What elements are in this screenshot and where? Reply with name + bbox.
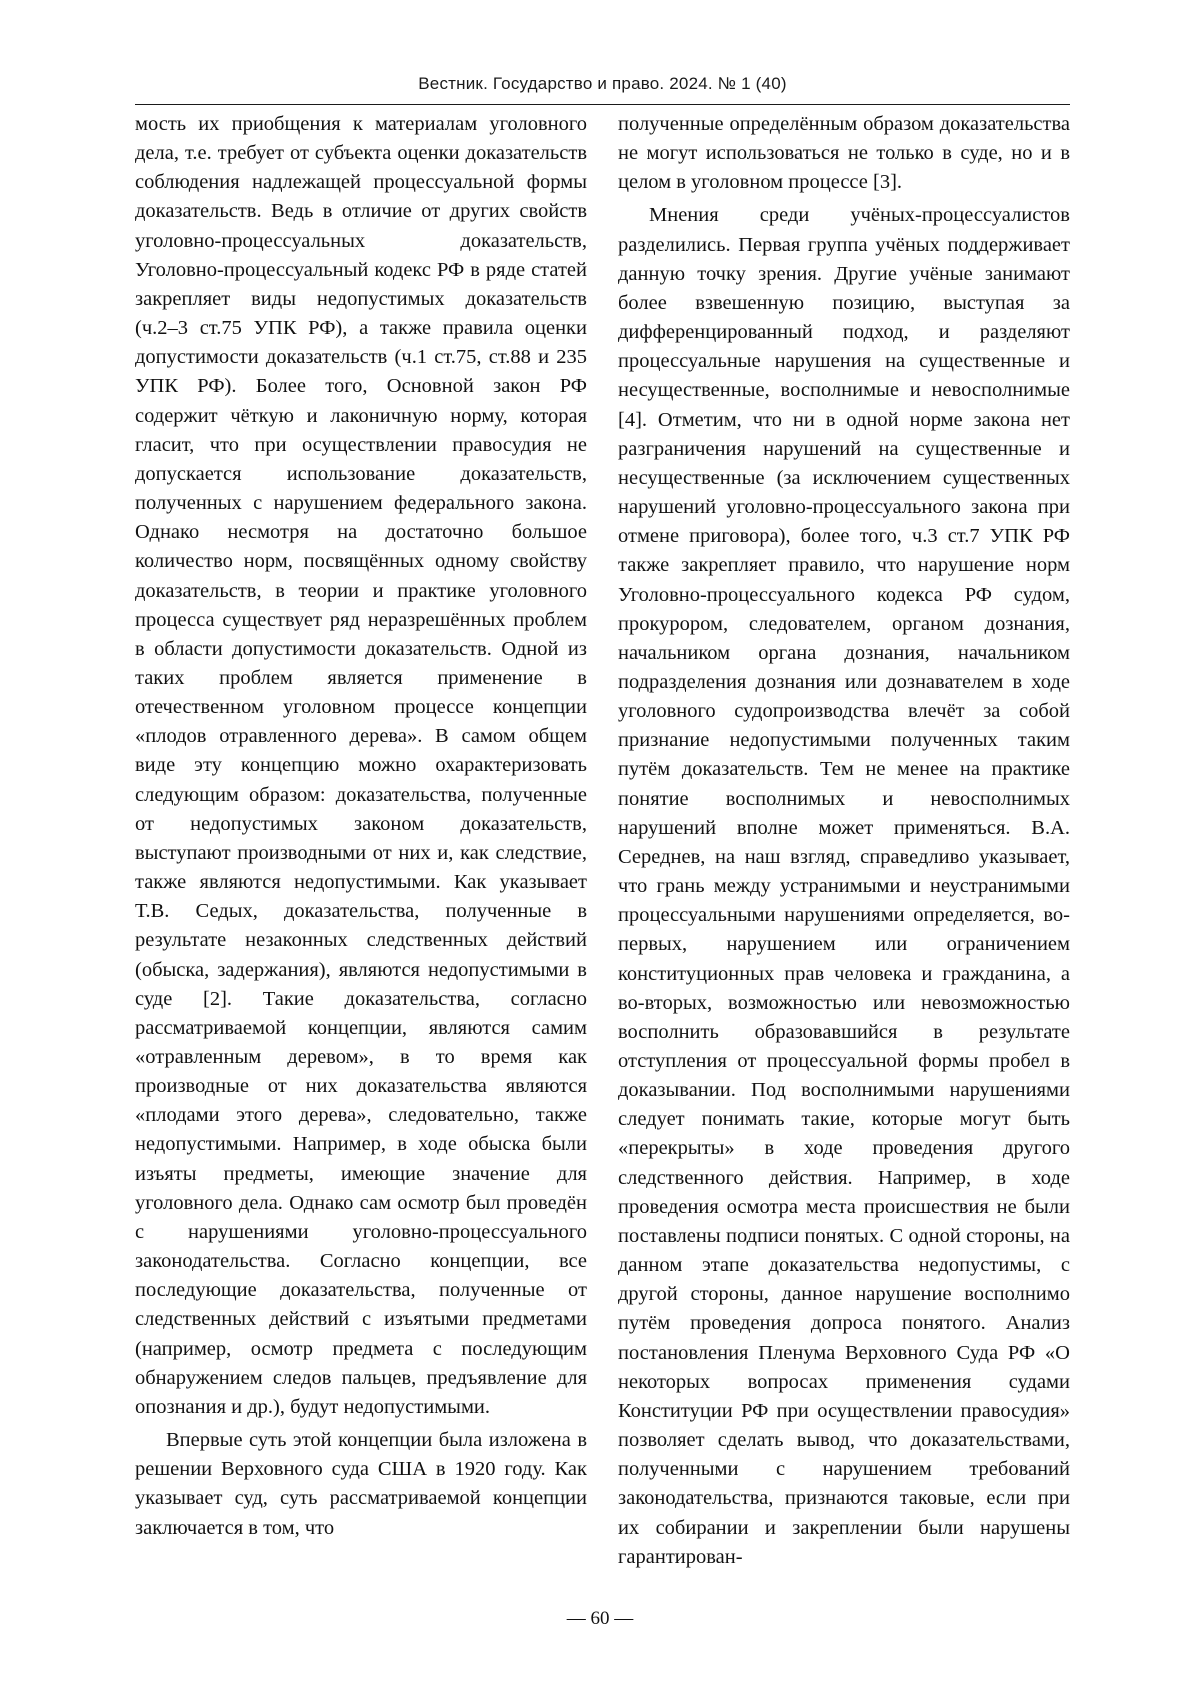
header-rule [135,104,1070,105]
running-head: Вестник. Государство и право. 2024. № 1 (40) [418,74,787,93]
page-number: — 60 — [566,1608,634,1629]
right-paragraph-1: полученные определённым образом доказательства не могут использоваться не только в суде, но и в целом в уголовном процессе [3]. [618,113,1070,194]
left-paragraph-1: мость их приобщения к материалам уголовного дела, т.е. требует от субъекта оценки доказательств соблюдения надлежащей процессуальной формы доказательств. Ведь в отличие от других свойств уголовно-процессуальных доказательств, Уголовно-процессуальный кодекс РФ в ряде статей закрепляет виды недопустимых доказательств (ч.2–3 ст.75 УПК РФ), а также правила оценки допустимости доказательств (ч.1 ст.75, ст.88 и 235 УПК РФ). Более того, Основной закон РФ содержит чёткую и лаконичную норму, которая гласит, что при осуществлении правосудия не допускается использование доказательств, полученных с нарушением федерального закона. Однако несмотря на достаточно большое количество норм, посвящённых одному свойству доказательств, в теории и практике уголовного процесса существует ряд неразрешённых проблем в области допустимости доказательств. Одной из таких проблем является применение в отечественном уголовном процессе концепции «плодов отравленного дерева». В самом общем виде эту концепцию можно охарактеризовать следующим образом: доказательства, полученные от недопустимых законом доказательств, выступают производными от них и, как следствие, также являются недопустимыми. Как указывает Т.В. Седых, доказательства, полученные в результате незаконных следственных действий (обыска, задержания), являются недопустимыми в суде [2]. Такие доказательства, согласно рассматриваемой концепции, являются самим «отравленным деревом», в то время как производные от них доказательства являются «плодами этого дерева», следовательно, также недопустимыми. Например, в ходе обыска были изъяты предметы, имеющие значение для уголовного дела. Однако сам осмотр был проведён с нарушениями уголовно-процессуального законодательства. Согласно концепции, все последующие доказательства, полученные от следственных действий с изъятыми предметами (например, осмотр предмета с последующим обнаружением следов пальцев, предъявление для опознания и др.), будут недопустимыми. [135,113,587,1418]
left-paragraph-2: Впервые суть этой концепции была изложена в решении Верховного суда США в 1920 году. Как указывает суд, суть рассматриваемой концепции заключается в том, что [135,1429,587,1539]
right-paragraph-2: Мнения среди учёных-процессуалистов разделились. Первая группа учёных поддерживает данную точку зрения. Другие учёные занимают более взвешенную позицию, выступая за дифференцированный подход, и разделяют процессуальные нарушения на существенные и несущественные, восполнимые и невосполнимые [4]. Отметим, что ни в одной норме закона нет разграничения нарушений на существенные и несущественные (за исключением существенных нарушений уголовно-процессуального закона при отмене приговора), более того, ч.3 ст.7 УПК РФ также закрепляет правило, что нарушение норм Уголовно-процессуального кодекса РФ судом, прокурором, следователем, органом дознания, начальником органа дознания, начальником подразделения дознания или дознавателем в ходе уголовного судопроизводства влечёт за собой признание недопустимыми полученных таким путём доказательств. Тем не менее на практике понятие восполнимых и невосполнимых нарушений вполне может применяться. В.А. Середнев, на наш взгляд, справедливо указывает, что грань между устранимыми и неустранимыми процессуальными нарушениями определяется, во-первых, нарушением или ограничением конституционных прав человека и гражданина, а во-вторых, возможностью или невозможностью восполнить образовавшийся в результате отступления от процессуальной формы пробел в доказывании. Под восполнимыми нарушениями следует понимать такие, которые могут быть «перекрыты» в ходе проведения другого следственного действия. Например, в ходе проведения осмотра места происшествия не были поставлены подписи понятых. С одной стороны, на данном этапе доказательства недопустимы, с другой стороны, данное нарушение восполнимо путём проведения допроса понятого. Анализ постановления Пленума Верховного Суда РФ «О некоторых вопросах применения судами Конституции РФ при осуществлении правосудия» позволяет сделать вывод, что доказательствами, полученными с нарушением требований законодательства, признаются таковые, если при их собирании и закреплении были нарушены гарантирован- [618,204,1070,1568]
left-column [135,110,587,1543]
right-column [618,110,1070,1572]
